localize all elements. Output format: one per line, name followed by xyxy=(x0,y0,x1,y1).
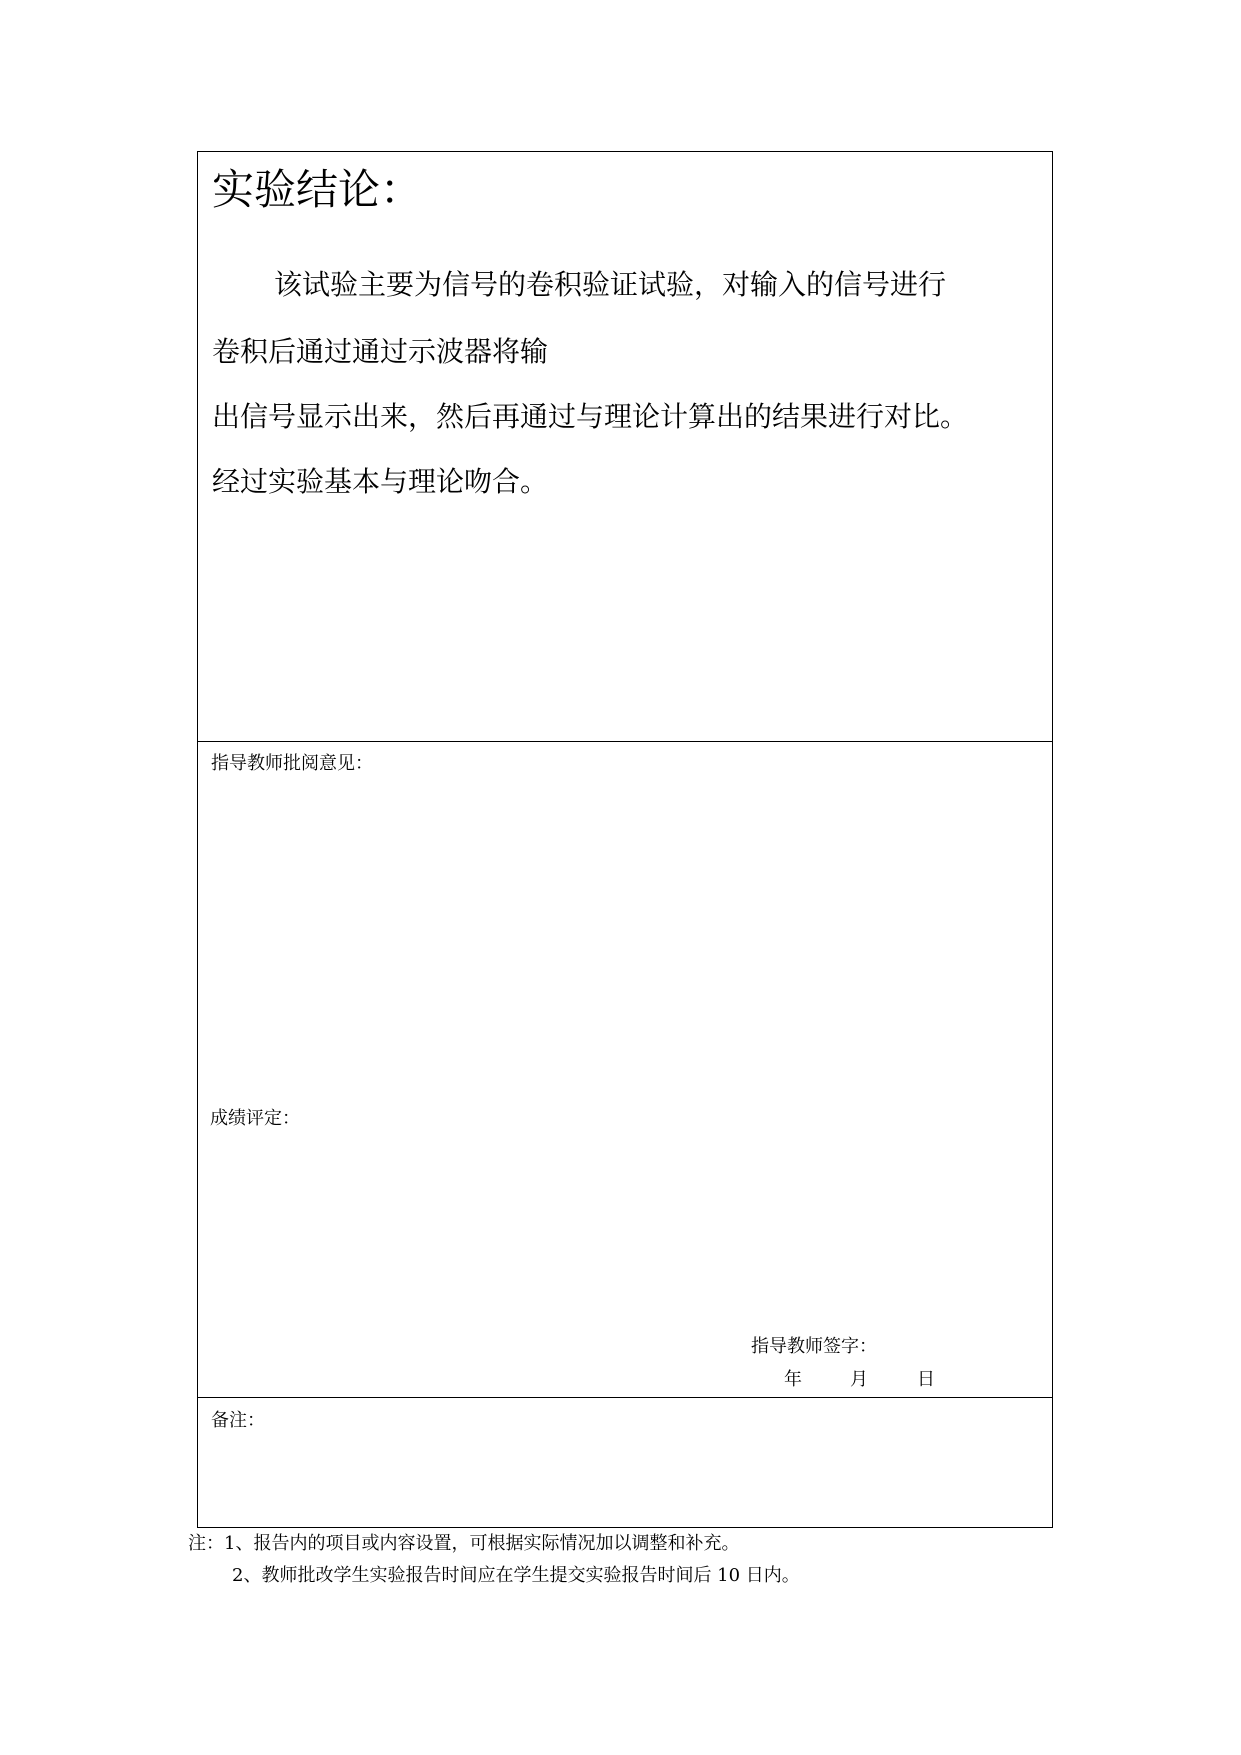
remarks-label: 备注： xyxy=(211,1410,265,1431)
report-form-table xyxy=(197,151,1053,1528)
date-month: 月 xyxy=(850,1369,868,1390)
conclusion-line-3: 出信号显示出来，然后再通过与理论计算出的结果进行对比。 xyxy=(212,400,969,433)
grade-label: 成绩评定： xyxy=(210,1108,300,1129)
review-label: 指导教师批阅意见： xyxy=(211,753,373,774)
conclusion-line-2: 卷积后通过通过示波器将输 xyxy=(212,335,549,368)
date-year: 年 xyxy=(784,1369,802,1390)
conclusion-line-4: 经过实验基本与理论吻合。 xyxy=(212,465,549,498)
footnote-2: 2、教师批改学生实验报告时间应在学生提交实验报告时间后 10 日内。 xyxy=(232,1565,800,1586)
review-section xyxy=(198,742,1052,1398)
date-day: 日 xyxy=(917,1369,935,1390)
conclusion-line-1: 该试验主要为信号的卷积验证试验，对输入的信号进行 xyxy=(274,268,947,301)
footnote-1: 注：1、报告内的项目或内容设置，可根据实际情况加以调整和补充。 xyxy=(188,1533,740,1554)
remarks-section xyxy=(198,1398,1052,1527)
conclusion-heading: 实验结论： xyxy=(212,165,423,214)
date-row xyxy=(784,1367,935,1393)
conclusion-section xyxy=(198,152,1052,742)
signature-label: 指导教师签字： xyxy=(751,1336,877,1357)
